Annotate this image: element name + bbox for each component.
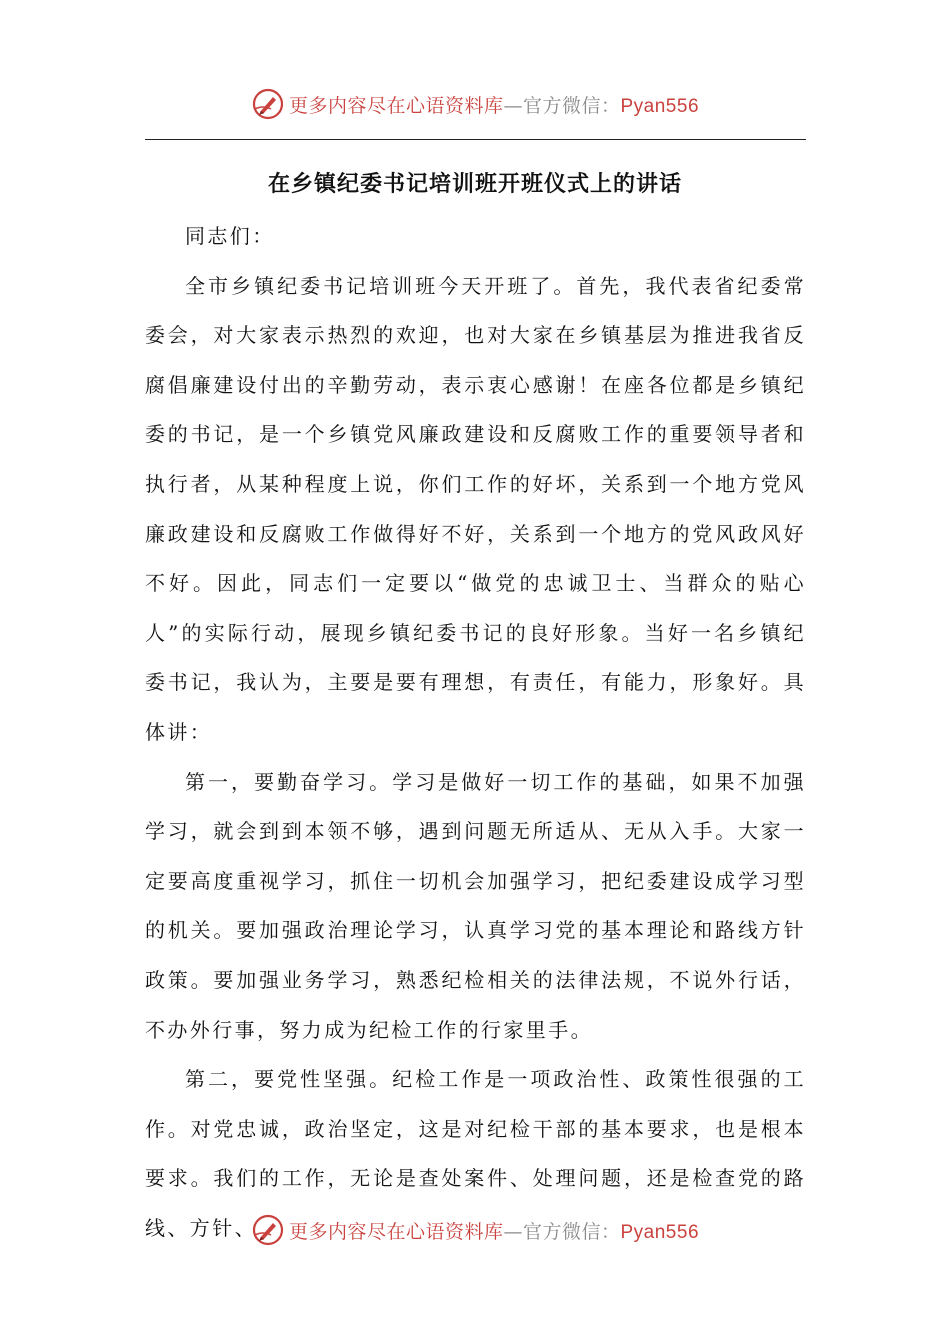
pen-logo-icon: [251, 87, 285, 121]
banner-text: [289, 91, 699, 118]
paragraph: 全市乡镇纪委书记培训班今天开班了。首先，我代表省纪委常委会，对大家表示热烈的欢迎，也对大家在乡镇基层为推进我省反腐倡廉建设付出的辛勤劳动，表示衷心感谢！在座各位都是乡镇纪委的书记，是一个乡镇党风廉政建设和反腐败工作的重要领导者和执行者，从某种程度上说，你们工作的好坏，关系到一个地方党风廉政建设和反腐败工作做得好不好，关系到一个地方的党风政风好不好。因此，同志们一定要以“做党的忠诚卫士、当群众的贴心人”的实际行动，展现乡镇纪委书记的良好形象。当好一名乡镇纪委书记，我认为，主要是要有理想，有责任，有能力，形象好。具体讲：: [145, 273, 806, 744]
salutation: 同志们：: [185, 224, 275, 248]
paragraph: 第一，要勤奋学习。学习是做好一切工作的基础，如果不加强学习，就会到到本领不够，遇到问题无所适从、无从入手。大家一定要高度重视学习，抓住一切机会加强学习，把纪委建设成学习型的机关。要加强政治理论学习，认真学习党的基本理论和路线方针政策。要加强业务学习，熟悉纪检相关的法律法规，不说外行话，不办外行事，努力成为纪检工作的行家里手。: [145, 769, 806, 1042]
header-divider: [145, 139, 806, 140]
document-body: [145, 212, 806, 1253]
paragraph: 第二，要党性坚强。纪检工作是一项政治性、政策性很强的工作。对党忠诚，政治坚定，这是对纪检干部的基本要求，也是根本要求。我们的工作，无论是查处案件、处理问题，还是检查党的路线、方针、: [145, 1067, 806, 1240]
footer-banner: [0, 1208, 950, 1252]
banner-brand: 更多内容尽在心语资料库: [288, 1220, 504, 1243]
banner-wechat-id: Pyan556: [620, 1221, 700, 1243]
document-title: 在乡镇纪委书记培训班开班仪式上的讲话: [267, 172, 682, 197]
pen-logo-icon: [251, 1213, 285, 1247]
banner-wechat-id: Pyan556: [620, 95, 700, 117]
header-banner: [0, 82, 950, 126]
banner-brand: 更多内容尽在心语资料库: [288, 94, 504, 117]
banner-dash: —: [503, 94, 523, 117]
banner-official: 官方微信：: [522, 94, 621, 117]
banner-text: [289, 1217, 699, 1244]
banner-official: 官方微信：: [522, 1220, 621, 1243]
banner-dash: —: [503, 1220, 523, 1243]
